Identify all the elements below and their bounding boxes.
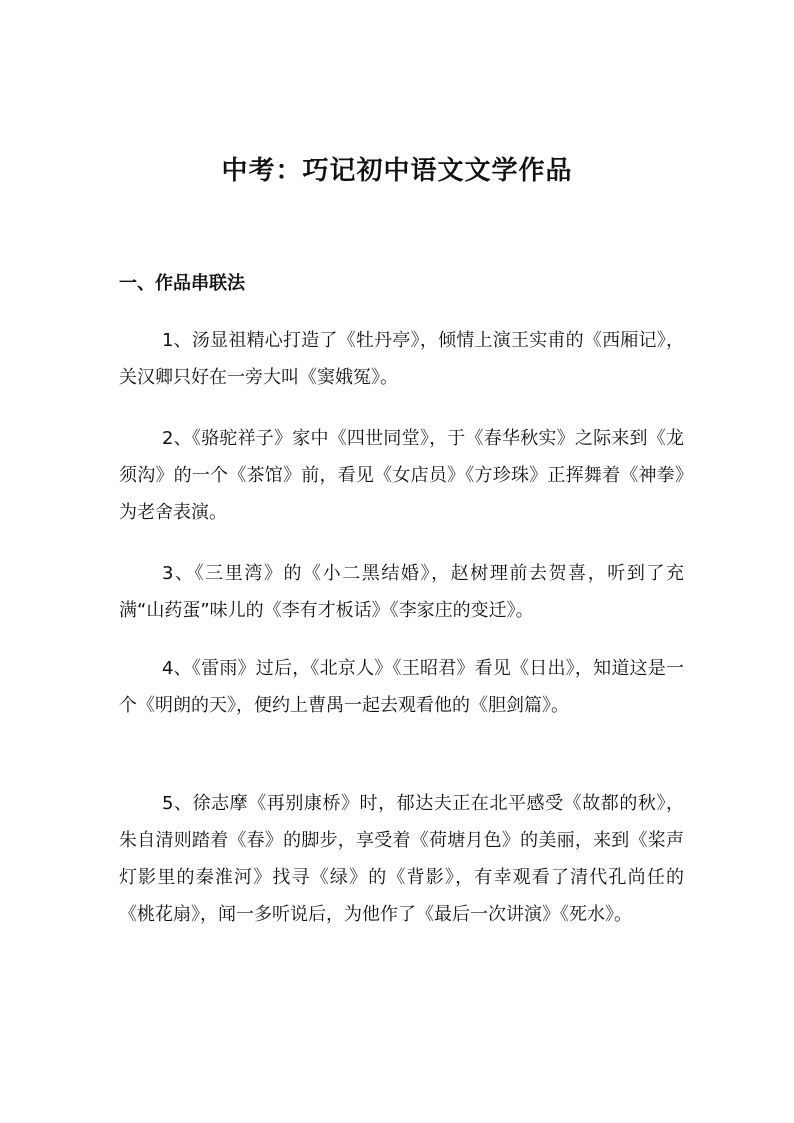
paragraph-2: 2、《骆驼祥子》家中《四世同堂》，于《春华秋实》之际来到《龙须沟》的一个《茶馆》前，看见《女店员》《方珍珠》正挥舞着《神拳》为老舍表演。 xyxy=(119,428,684,523)
paragraph-5: 5、徐志摩《再别康桥》时，郁达夫正在北平感受《故都的秋》，朱自清则踏着《春》的脚步，享受着《荷塘月色》的美丽，来到《桨声灯影里的秦淮河》找寻《绿》的《背影》，有幸观看了清代孔尚任的《桃花扇》，闻一多听说后，为他作了《最后一次讲演》《死水》。 xyxy=(119,793,684,925)
paragraph-4: 4、《雷雨》过后，《北京人》《王昭君》看见《日出》，知道这是一个《明朗的天》，便约上曹禺一起去观看他的《胆剑篇》。 xyxy=(119,658,684,716)
paragraph-1: 1、汤显祖精心打造了《牡丹亭》，倾情上演王实甫的《西厢记》，关汉卿只好在一旁大叫《窦娥冤》。 xyxy=(119,330,684,388)
section-heading: 一、作品串联法 xyxy=(119,273,245,294)
page-title: 中考：巧记初中语文文学作品 xyxy=(221,156,573,186)
paragraph-3: 3、《三里湾》的《小二黑结婚》，赵树理前去贺喜，听到了充满“山药蛋”味儿的《李有才板话》《李家庄的变迁》。 xyxy=(119,563,684,621)
